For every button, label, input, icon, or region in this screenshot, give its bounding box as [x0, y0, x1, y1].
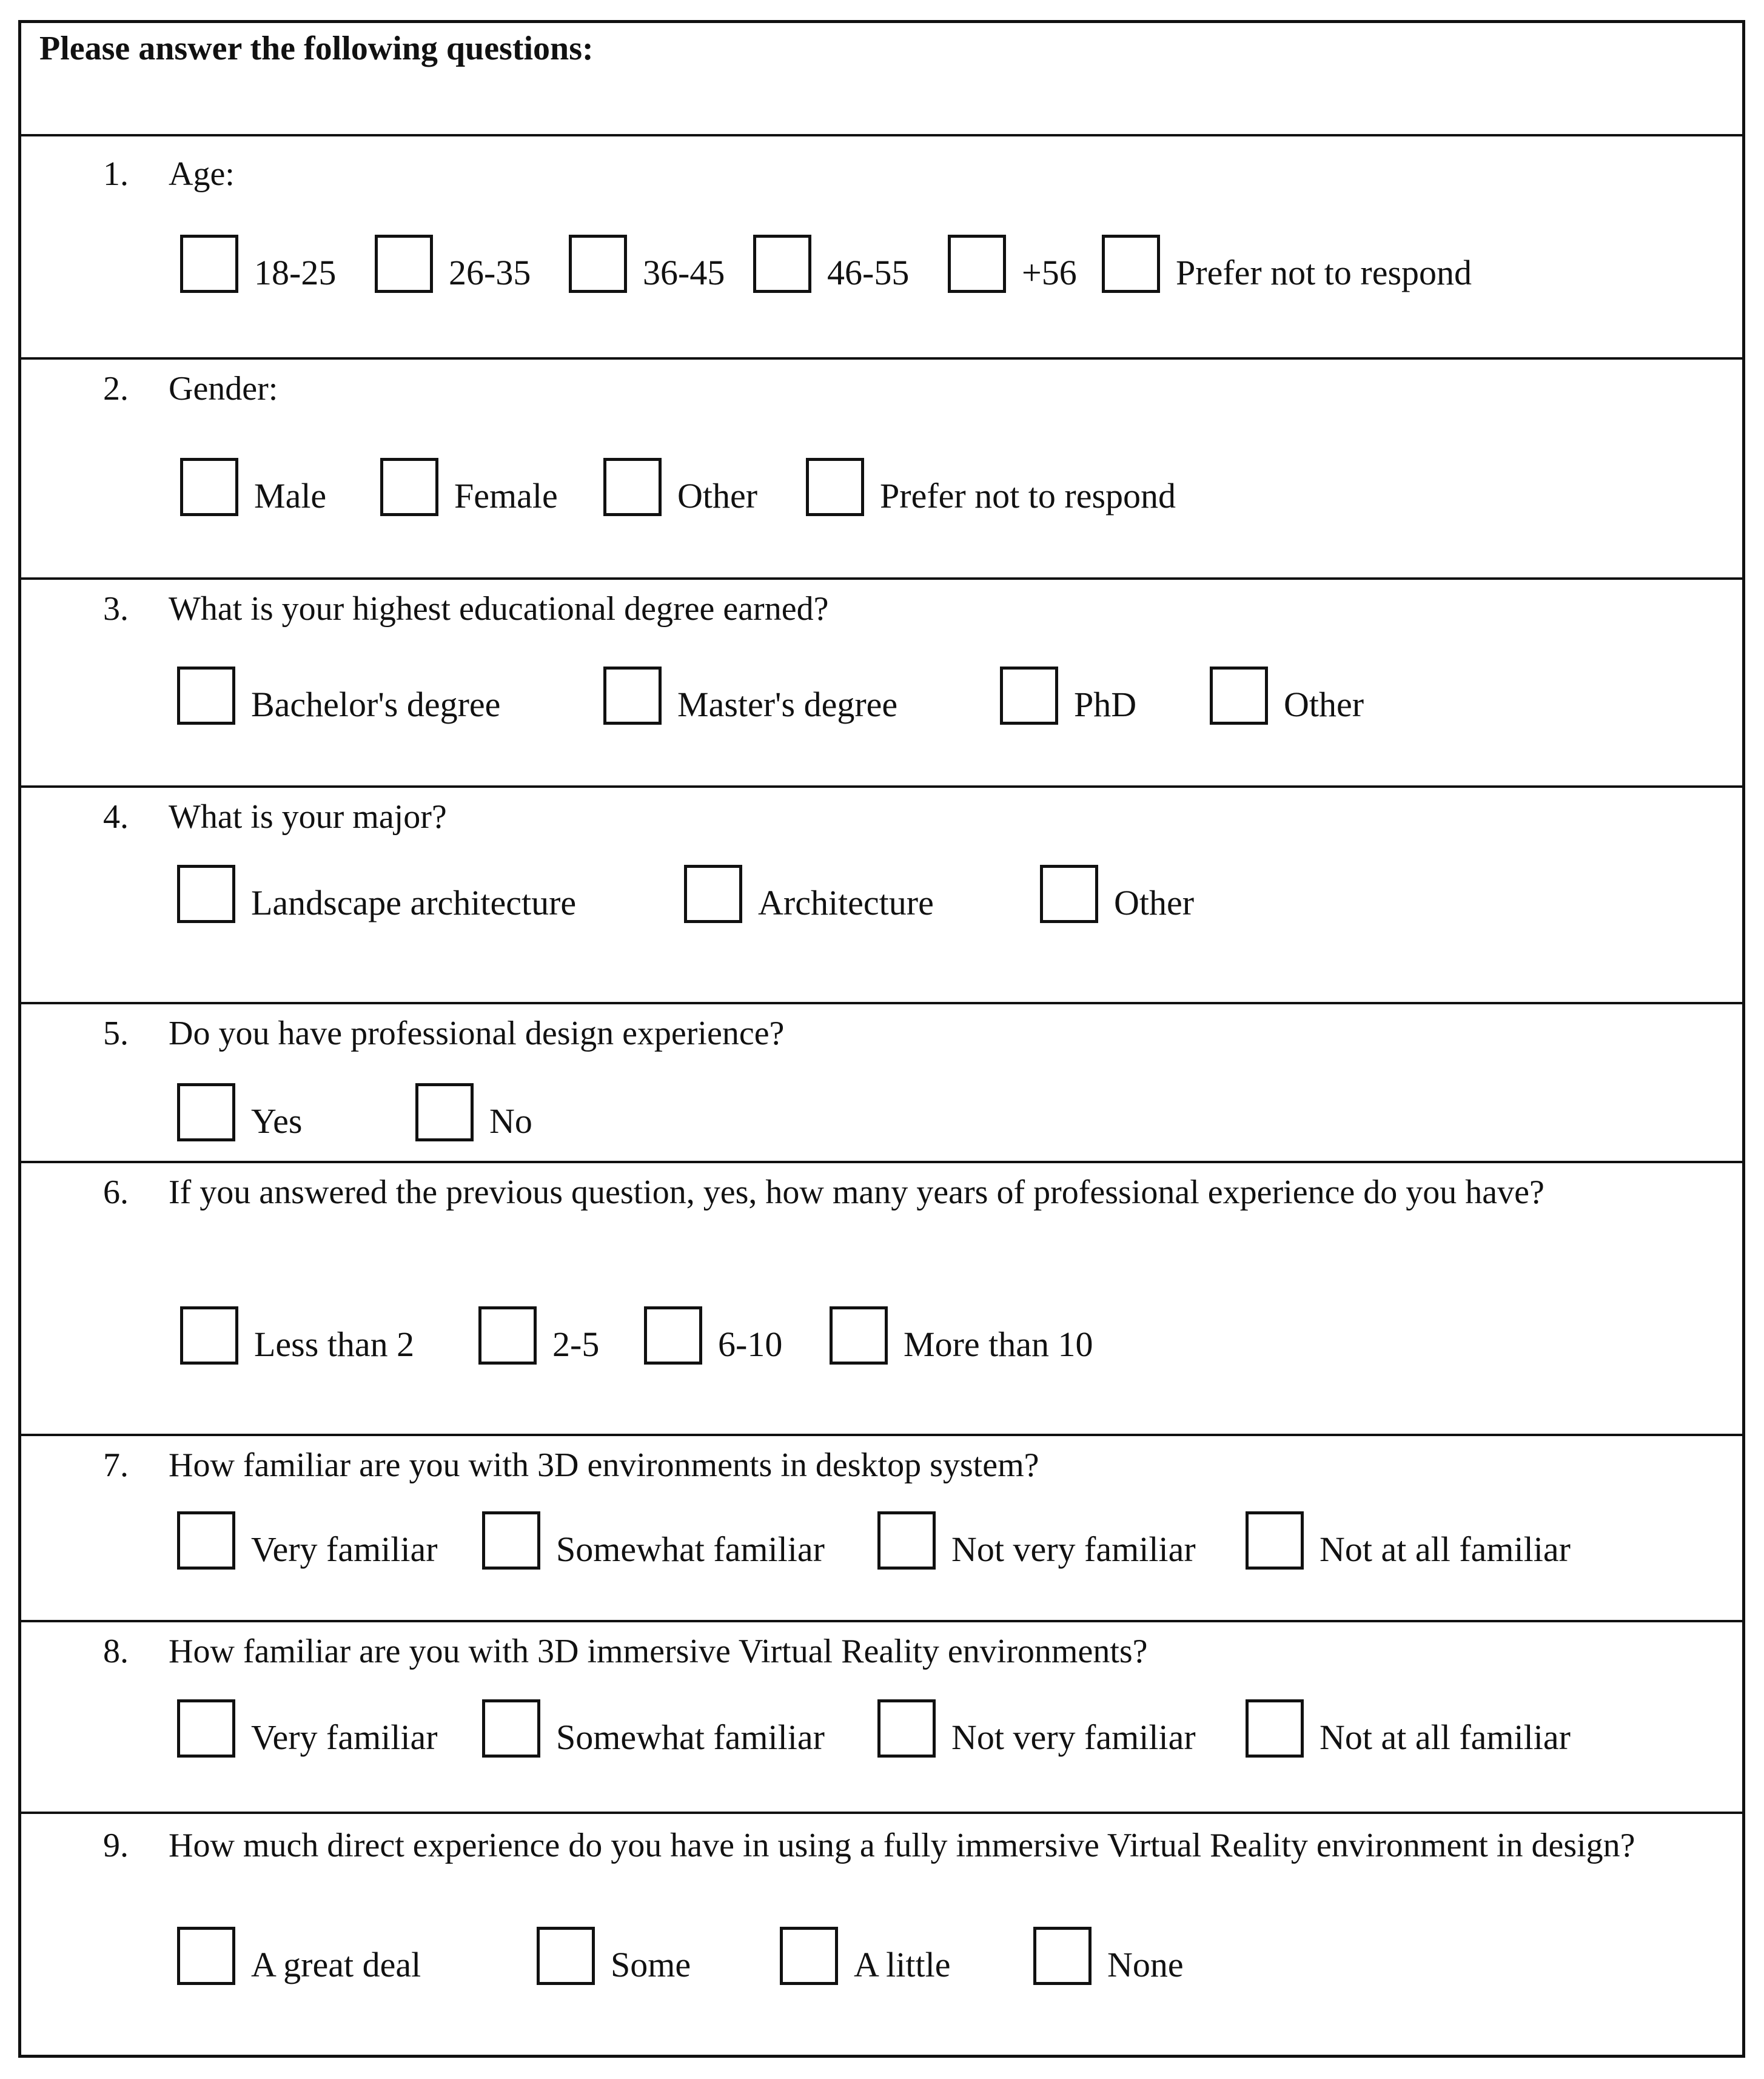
- checkbox[interactable]: [177, 1699, 235, 1758]
- option-a-great-deal[interactable]: [177, 1924, 421, 1987]
- option-2-5[interactable]: [478, 1304, 599, 1367]
- question-3: [21, 580, 1742, 788]
- option-label: More than 10: [904, 1324, 1093, 1364]
- checkbox[interactable]: [753, 235, 811, 293]
- option-label: A little: [854, 1944, 951, 1984]
- option-label: 26-35: [449, 252, 531, 292]
- option-label: Not at all familiar: [1320, 1529, 1571, 1569]
- option-somewhat-familiar[interactable]: [482, 1697, 825, 1760]
- checkbox[interactable]: [877, 1511, 936, 1570]
- question-text: If you answered the previous question, yes, how many years of professional experience do you have?: [169, 1174, 1544, 1211]
- option-other[interactable]: [603, 455, 757, 519]
- question-number: 8.: [103, 1633, 129, 1670]
- option-label: 6-10: [718, 1324, 783, 1364]
- checkbox[interactable]: [180, 458, 238, 516]
- checkbox[interactable]: [1033, 1927, 1092, 1985]
- option-label: PhD: [1074, 684, 1137, 724]
- option-36-45[interactable]: [569, 232, 725, 295]
- option-label: Not at all familiar: [1320, 1717, 1571, 1757]
- option-not-very-familiar[interactable]: [877, 1509, 1196, 1572]
- option-label: Less than 2: [254, 1324, 415, 1364]
- option-other[interactable]: [1210, 664, 1364, 727]
- checkbox[interactable]: [684, 865, 742, 923]
- option-label: Somewhat familiar: [556, 1717, 825, 1757]
- option-somewhat-familiar[interactable]: [482, 1509, 825, 1572]
- question-2: [21, 360, 1742, 580]
- checkbox[interactable]: [644, 1306, 702, 1365]
- checkbox[interactable]: [375, 235, 433, 293]
- option-label: Some: [611, 1944, 691, 1984]
- option-label: None: [1107, 1944, 1184, 1984]
- checkbox[interactable]: [806, 458, 864, 516]
- option-label: Prefer not to respond: [880, 475, 1176, 516]
- checkbox[interactable]: [603, 458, 662, 516]
- option-landscape-architecture[interactable]: [177, 862, 576, 925]
- checkbox[interactable]: [415, 1083, 474, 1141]
- option-label: Bachelor's degree: [251, 684, 501, 724]
- checkbox[interactable]: [1246, 1511, 1304, 1570]
- option-masters-degree[interactable]: [603, 664, 897, 727]
- question-number: 1.: [103, 155, 129, 193]
- checkbox[interactable]: [177, 1927, 235, 1985]
- form-header: [21, 23, 1742, 136]
- checkbox[interactable]: [1246, 1699, 1304, 1758]
- option-prefer-not-to-respond[interactable]: [1102, 232, 1472, 295]
- checkbox[interactable]: [780, 1927, 838, 1985]
- question-6: [21, 1163, 1742, 1436]
- option-none[interactable]: [1033, 1924, 1184, 1987]
- option-label: Architecture: [758, 882, 934, 922]
- option-46-55[interactable]: [753, 232, 909, 295]
- option-label: +56: [1022, 252, 1077, 292]
- question-text: Do you have professional design experience?: [169, 1015, 785, 1052]
- option-less-than-2[interactable]: [180, 1304, 414, 1367]
- checkbox[interactable]: [177, 1511, 235, 1570]
- option-label: 36-45: [643, 252, 725, 292]
- checkbox[interactable]: [180, 235, 238, 293]
- option-label: Yes: [251, 1101, 303, 1141]
- checkbox[interactable]: [482, 1699, 540, 1758]
- checkbox[interactable]: [603, 667, 662, 725]
- form-title: Please answer the following questions:: [39, 30, 594, 67]
- option-very-familiar[interactable]: [177, 1509, 438, 1572]
- option-female[interactable]: [380, 455, 558, 519]
- question-9: [21, 1814, 1742, 2055]
- option-label: Other: [1284, 684, 1364, 724]
- checkbox[interactable]: [380, 458, 438, 516]
- option-phd[interactable]: [1000, 664, 1136, 727]
- checkbox[interactable]: [877, 1699, 936, 1758]
- option-not-very-familiar[interactable]: [877, 1697, 1196, 1760]
- option-label: Other: [1114, 882, 1195, 922]
- option-label: Somewhat familiar: [556, 1529, 825, 1569]
- checkbox[interactable]: [177, 1083, 235, 1141]
- option-6-10[interactable]: [644, 1304, 782, 1367]
- question-4: [21, 788, 1742, 1004]
- option-no[interactable]: [415, 1081, 532, 1144]
- option-label: 2-5: [552, 1324, 600, 1364]
- checkbox[interactable]: [180, 1306, 238, 1365]
- option-label: Prefer not to respond: [1176, 252, 1472, 292]
- option-not-at-all-familiar[interactable]: [1246, 1697, 1571, 1760]
- question-text: How familiar are you with 3D environments in desktop system?: [169, 1446, 1039, 1484]
- option-label: Landscape architecture: [251, 882, 577, 922]
- question-number: 3.: [103, 590, 129, 628]
- option-18-25[interactable]: [180, 232, 336, 295]
- option-bachelors-degree[interactable]: [177, 664, 500, 727]
- option-label: Not very familiar: [951, 1529, 1196, 1569]
- option-label: Female: [454, 475, 558, 516]
- option-label: Very familiar: [251, 1717, 438, 1757]
- option-very-familiar[interactable]: [177, 1697, 438, 1760]
- option-a-little[interactable]: [780, 1924, 951, 1987]
- option-label: Other: [677, 475, 758, 516]
- question-number: 7.: [103, 1446, 129, 1484]
- question-text: How familiar are you with 3D immersive Virtual Reality environments?: [169, 1633, 1148, 1670]
- option-label: Master's degree: [677, 684, 898, 724]
- option-26-35[interactable]: [375, 232, 531, 295]
- question-number: 5.: [103, 1015, 129, 1052]
- checkbox[interactable]: [1000, 667, 1058, 725]
- option-other[interactable]: [1040, 862, 1194, 925]
- question-5: [21, 1004, 1742, 1163]
- checkbox[interactable]: [1102, 235, 1160, 293]
- question-8: [21, 1622, 1742, 1814]
- question-text: What is your major?: [169, 798, 447, 836]
- checkbox[interactable]: [537, 1927, 595, 1985]
- option-label: 18-25: [254, 252, 337, 292]
- questionnaire-form: [18, 20, 1745, 2058]
- option-male[interactable]: [180, 455, 326, 519]
- checkbox[interactable]: [830, 1306, 888, 1365]
- checkbox[interactable]: [478, 1306, 537, 1365]
- option-label: 46-55: [827, 252, 910, 292]
- option-some[interactable]: [537, 1924, 691, 1987]
- checkbox[interactable]: [177, 667, 235, 725]
- question-number: 4.: [103, 798, 129, 836]
- option-yes[interactable]: [177, 1081, 302, 1144]
- question-text: Gender:: [169, 370, 278, 408]
- option-label: No: [489, 1101, 532, 1141]
- option-prefer-not-to-respond[interactable]: [806, 455, 1176, 519]
- option-more-than-10[interactable]: [830, 1304, 1093, 1367]
- checkbox[interactable]: [948, 235, 1006, 293]
- checkbox[interactable]: [569, 235, 627, 293]
- question-1: [21, 136, 1742, 360]
- question-number: 6.: [103, 1174, 129, 1211]
- question-7: [21, 1436, 1742, 1622]
- checkbox[interactable]: [482, 1511, 540, 1570]
- question-number: 9.: [103, 1827, 129, 1864]
- checkbox[interactable]: [1210, 667, 1268, 725]
- checkbox[interactable]: [1040, 865, 1098, 923]
- question-text: Age:: [169, 155, 235, 193]
- question-text: What is your highest educational degree earned?: [169, 590, 829, 628]
- checkbox[interactable]: [177, 865, 235, 923]
- option-label: Very familiar: [251, 1529, 438, 1569]
- option-label: A great deal: [251, 1944, 421, 1984]
- option-label: Male: [254, 475, 327, 516]
- option-56-plus[interactable]: [948, 232, 1077, 295]
- question-text: How much direct experience do you have in using a fully immersive Virtual Reality environment in design?: [169, 1827, 1635, 1864]
- question-number: 2.: [103, 370, 129, 408]
- option-not-at-all-familiar[interactable]: [1246, 1509, 1571, 1572]
- option-label: Not very familiar: [951, 1717, 1196, 1757]
- option-architecture[interactable]: [684, 862, 934, 925]
